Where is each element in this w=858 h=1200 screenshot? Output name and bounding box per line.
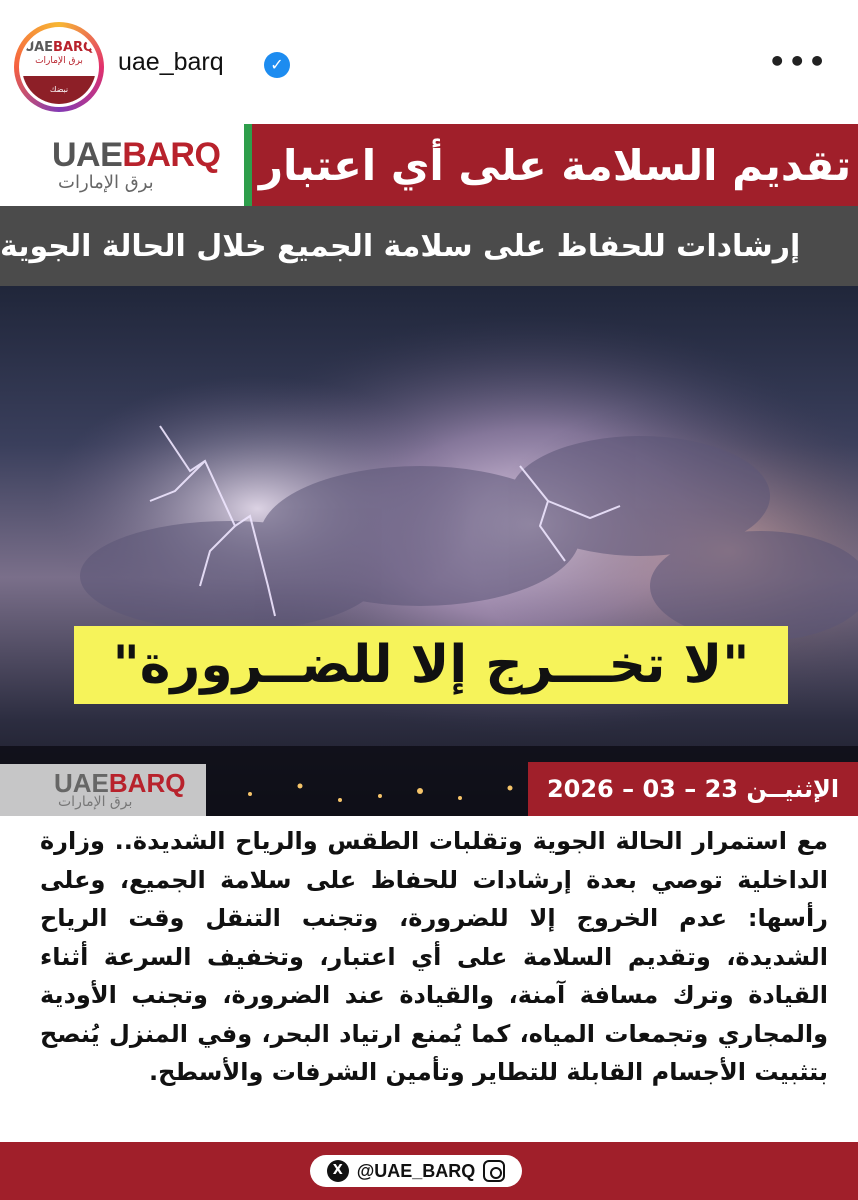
brand-logo-arabic: برق الإمارات xyxy=(58,172,154,193)
watermark-logo-text: UAEBARQ xyxy=(54,768,186,798)
storm-photo xyxy=(0,286,858,816)
avatar-story-ring[interactable] xyxy=(14,22,104,112)
social-handle: @UAE_BARQ xyxy=(356,1160,476,1181)
quote-banner: "لا تخـــرج إلا للضــرورة" xyxy=(74,626,788,704)
post-title: تقديم السلامة على أي اعتبار xyxy=(252,124,858,206)
avatar-brand-arabic: برق الإمارات xyxy=(35,55,83,66)
brand-logo xyxy=(0,124,248,206)
post-header xyxy=(0,0,858,130)
social-handle-pill xyxy=(310,1155,522,1187)
avatar[interactable] xyxy=(19,27,99,107)
storm-illustration xyxy=(0,286,858,816)
more-options-button[interactable]: ••• xyxy=(768,45,828,78)
avatar-logo xyxy=(22,30,96,76)
post-footer xyxy=(0,1142,858,1200)
accent-divider xyxy=(244,124,252,206)
avatar-brand: UAEBARQ xyxy=(23,39,95,55)
post-subtitle: إرشادات للحفاظ على سلامة الجميع خلال الحالة الجوية xyxy=(0,206,858,286)
post-body-text: مع استمرار الحالة الجوية وتقلبات الطقس والرياح الشديدة.. وزارة الداخلية توصي بعدة إرشادات للحفاظ على سلامة الجميع، وعلى رأسها: عدم الخروج إلا للضرورة، وتجنب التنقل وقت الرياح الشديدة، وتقديم السلامة على أي اعتبار، وتخفيف السرعة أثناء القيادة وترك مسافة آمنة، والقيادة عند الضرورة، وتجنب الأودية والمجاري وتجمعات المياه، كما يُمنع ارتياد البحر، وفي المنزل يُنصح بتثبيت الأجسام القابلة للتطاير وتأمين الشرفات والأسطح. xyxy=(40,827,828,1086)
post-image[interactable] xyxy=(0,124,858,1200)
verified-badge-icon: ✓ xyxy=(264,52,290,78)
title-row xyxy=(0,124,858,206)
avatar-tag: نبضك xyxy=(22,76,96,104)
x-logo-icon: X xyxy=(327,1160,349,1182)
brand-logo-text: UAEBARQ xyxy=(52,136,221,174)
watermark-logo-arabic: برق الإمارات xyxy=(58,794,133,810)
date-badge: الإثنيــن 23 – 03 – 2026 xyxy=(528,762,858,816)
username-link[interactable]: uae_barq xyxy=(118,48,224,76)
instagram-icon xyxy=(483,1160,505,1182)
